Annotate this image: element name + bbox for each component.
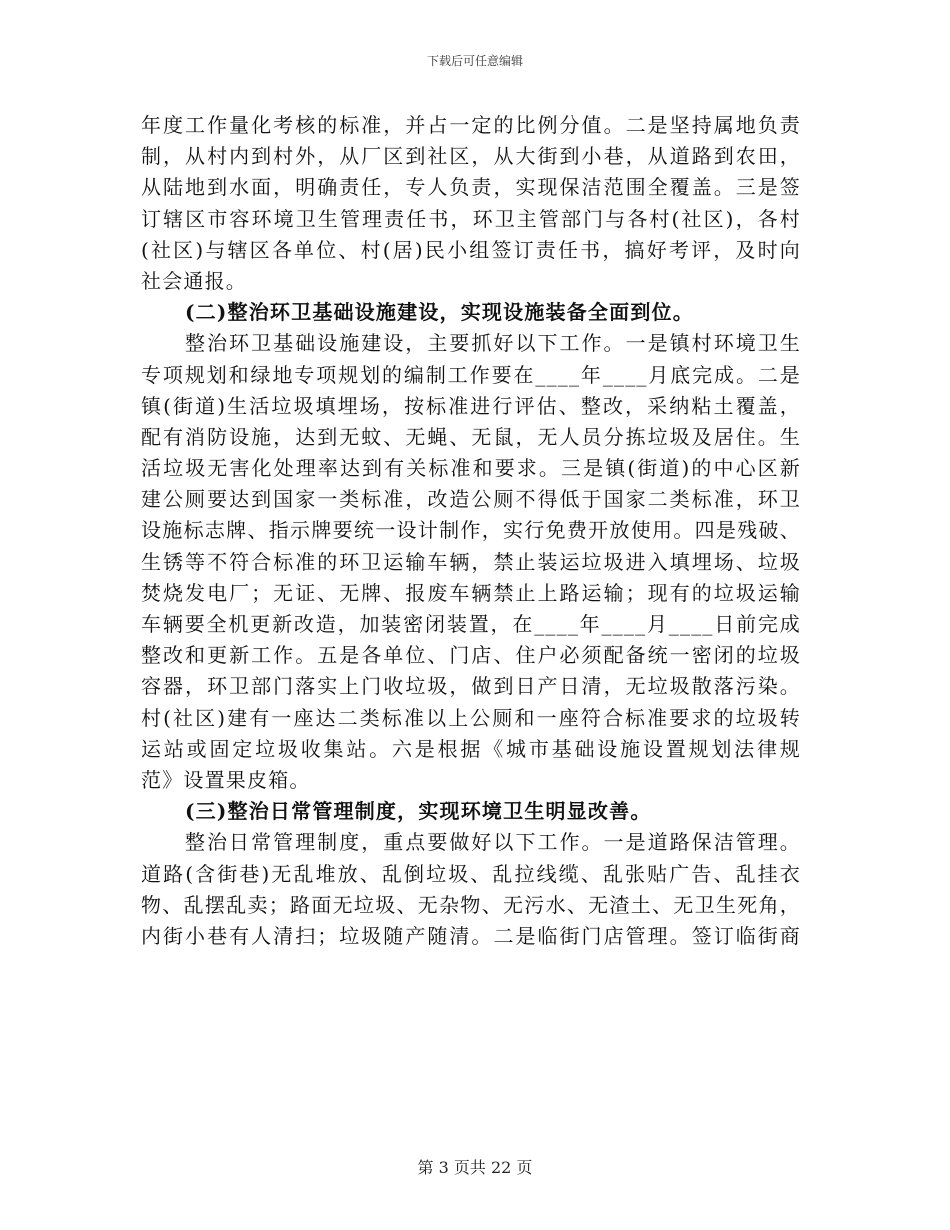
text-line: 整改和更新工作。五是各单位、门店、住户必须配备统一密闭的垃圾: [141, 643, 801, 668]
text-line: 车辆要全机更新改造，加装密闭装置，在____年____月____日前完成: [141, 612, 801, 636]
text-line: 村(社区)建有一座达二类标准以上公厕和一座符合标准要求的垃圾转: [141, 705, 801, 730]
page-footer: 第 3 页共 22 页: [417, 1158, 533, 1177]
text-line: 整治日常管理制度，重点要做好以下工作。一是道路保洁管理。: [185, 830, 801, 855]
text-line: 道路(含街巷)无乱堆放、乱倒垃圾、乱拉线缆、乱张贴广告、乱挂衣: [141, 861, 801, 886]
text-line: 焚烧发电厂；无证、无牌、报废车辆禁止上路运输；现有的垃圾运输: [141, 580, 801, 605]
text-line: 建公厕要达到国家一类标准，改造公厕不得低于国家二类标准，环卫: [141, 487, 801, 512]
text-line: 活垃圾无害化处理率达到有关标准和要求。三是镇(街道)的中心区新: [141, 456, 801, 481]
text-line: 整治环卫基础设施建设，主要抓好以下工作。一是镇村环境卫生: [185, 331, 801, 356]
section-heading-line: (三)整治日常管理制度，实现环境卫生明显改善。: [185, 799, 652, 824]
text-line: 内街小巷有人清扫；垃圾随产随清。二是临街门店管理。签订临街商: [141, 923, 801, 948]
text-line: 镇(街道)生活垃圾填埋场，按标准进行评估、整改，采纳粘土覆盖，: [141, 393, 801, 418]
text-line: 制，从村内到村外，从厂区到社区，从大街到小巷，从道路到农田，: [141, 144, 801, 169]
text-line: 社会通报。: [141, 268, 247, 293]
section-heading-line: (二)整治环卫基础设施建设，实现设施装备全面到位。: [185, 300, 694, 325]
text-line: 订辖区市容环境卫生管理责任书，环卫主管部门与各村(社区)，各村: [141, 206, 801, 231]
text-line: 物、乱摆乱卖；路面无垃圾、无杂物、无污水、无渣土、无卫生死角，: [141, 892, 801, 917]
text-line: 运站或固定垃圾收集站。六是根据《城市基础设施设置规划法律规: [141, 736, 801, 761]
document-body: [141, 110, 801, 952]
text-line: 年度工作量化考核的标准，并占一定的比例分值。二是坚持属地负责: [141, 113, 801, 137]
page-header: 下载后可任意编辑: [426, 54, 523, 68]
text-line: 从陆地到水面，明确责任，专人负责，实现保洁范围全覆盖。三是签: [141, 175, 801, 200]
text-line: 容器，环卫部门落实上门收垃圾，做到日产日清，无垃圾散落污染。: [141, 674, 801, 699]
text-line: (社区)与辖区各单位、村(居)民小组签订责任书，搞好考评，及时向: [141, 237, 801, 262]
text-line: 设施标志牌、指示牌要统一设计制作，实行免费开放使用。四是残破、: [141, 518, 801, 543]
text-line: 范》设置果皮箱。: [141, 767, 311, 792]
text-line: 生锈等不符合标准的环卫运输车辆，禁止装运垃圾进入填埋场、垃圾: [141, 549, 801, 574]
text-line: 专项规划和绿地专项规划的编制工作要在____年____月底完成。二是: [141, 362, 801, 387]
text-line: 配有消防设施，达到无蚊、无蝇、无鼠，无人员分拣垃圾及居住。生: [141, 424, 801, 449]
